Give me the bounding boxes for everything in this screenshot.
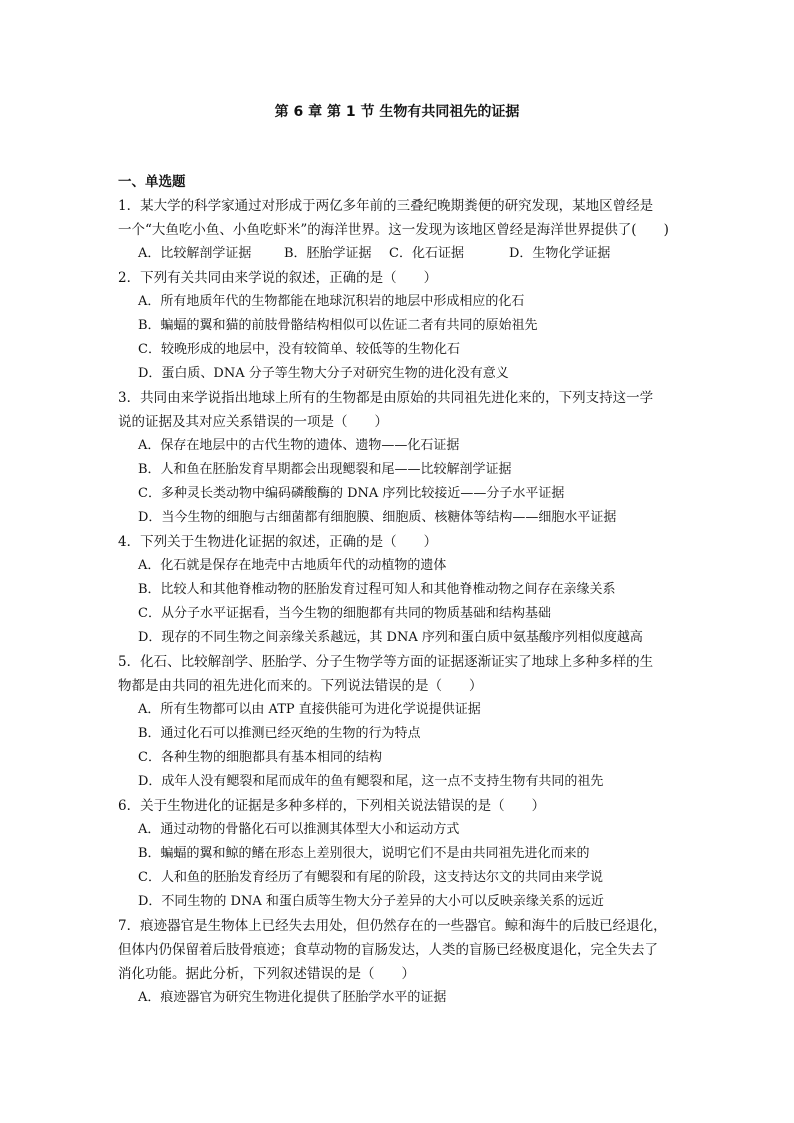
question-stem-line: 7．痕迹器官是生物体上已经失去用处，但仍然存在的一些器官。鲸和海牛的后肢已经退化，: [118, 918, 667, 934]
question-stem-line: 消化功能。据此分析，下列叙述错误的是（ ）: [118, 966, 415, 982]
option-c: C．从分子水平证据看，当今生物的细胞都有共同的物质基础和结构基础: [138, 606, 551, 621]
option-c: C．人和鱼的胚胎发育经历了有鳃裂和有尾的阶段，这支持达尔文的共同由来学说: [138, 870, 603, 885]
option-c: C．各种生物的细胞都具有基本相同的结构: [138, 750, 382, 765]
question-2: [118, 266, 688, 386]
option-d: D．当今生物的细胞与古细菌都有细胞膜、细胞质、核糖体等结构——细胞水平证据: [138, 510, 617, 525]
option-d: D．生物化学证据: [509, 246, 611, 261]
question-1: [118, 194, 688, 266]
option-a: A．所有地质年代的生物都能在地球沉积岩的地层中形成相应的化石: [138, 294, 525, 309]
option-a: A．所有生物都可以由 ATP 直接供能可为进化学说提供证据: [138, 702, 481, 717]
question-7: [118, 914, 688, 1010]
option-b: B．比较人和其他脊椎动物的胚胎发育过程可知人和其他脊椎动物之间存在亲缘关系: [138, 582, 616, 597]
option-a: A．保存在地层中的古代生物的遗体、遗物——化石证据: [138, 438, 460, 453]
option-d: D．蛋白质、DNA 分子等生物大分子对研究生物的进化没有意义: [138, 366, 509, 381]
option-a: A．通过动物的骨骼化石可以推测其体型大小和运动方式: [138, 822, 460, 837]
option-b: B．人和鱼在胚胎发育早期都会出现鳃裂和尾——比较解剖学证据: [138, 462, 512, 477]
question-list: [118, 170, 688, 1010]
document-title: 第 6 章 第 1 节 生物有共同祖先的证据: [274, 104, 520, 120]
question-stem-line: 一个“大鱼吃小鱼、小鱼吃虾米”的海洋世界。这一发现为该地区曾经是海洋世界提供了( ): [118, 222, 669, 238]
question-stem-line: 4．下列关于生物进化证据的叙述，正确的是（ ）: [118, 534, 438, 550]
option-d: D．现存的不同生物之间亲缘关系越远，其 DNA 序列和蛋白质中氨基酸序列相似度越高: [138, 630, 643, 645]
option-a: A．比较解剖学证据: [138, 246, 252, 261]
question-6: [118, 794, 688, 914]
question-stem-line: 说的证据及其对应关系错误的一项是（ ）: [118, 414, 388, 430]
option-b: B．通过化石可以推测已经灭绝的生物的行为特点: [138, 726, 421, 741]
option-d: D．成年人没有鳃裂和尾而成年的鱼有鳃裂和尾，这一点不支持生物有共同的祖先: [138, 774, 604, 789]
question-5: [118, 650, 688, 794]
question-stem-line: 6．关于生物进化的证据是多种多样的，下列相关说法错误的是（ ）: [118, 798, 546, 814]
question-3: [118, 386, 688, 530]
section-heading: 一、单选题: [118, 174, 186, 190]
option-b: B．胚胎学证据: [284, 246, 372, 261]
option-d: D．不同生物的 DNA 和蛋白质等生物大分子差异的大小可以反映亲缘关系的远近: [138, 894, 604, 909]
option-a: A．化石就是保存在地壳中古地质年代的动植物的遗体: [138, 558, 447, 573]
question-4: [118, 530, 688, 650]
option-c: C．较晚形成的地层中，没有较简单、较低等的生物化石: [138, 342, 460, 357]
question-stem-line: 但体内仍保留着后肢骨痕迹；食草动物的盲肠发达，人类的盲肠已经极度退化，完全失去了: [118, 942, 658, 958]
option-row: [118, 242, 688, 266]
question-stem-line: 1．某大学的科学家通过对形成于两亿多年前的三叠纪晚期粪便的研究发现，某地区曾经是: [118, 198, 654, 214]
option-b: B．蝙蝠的翼和猫的前肢骨骼结构相似可以佐证二者有共同的原始祖先: [138, 318, 538, 333]
question-stem-line: 物都是由共同的祖先进化而来的。下列说法错误的是（ ）: [118, 678, 483, 694]
option-c: C．化石证据: [389, 246, 464, 261]
question-stem-line: 2．下列有关共同由来学说的叙述，正确的是（ ）: [118, 270, 438, 286]
question-stem-line: 3．共同由来学说指出地球上所有的生物都是由原始的共同祖先进化来的，下列支持这一学: [118, 390, 654, 406]
option-a: A．痕迹器官为研究生物进化提供了胚胎学水平的证据: [138, 990, 447, 1005]
option-b: B．蝙蝠的翼和鲸的鳍在形态上差别很大，说明它们不是由共同祖先进化而来的: [138, 846, 590, 861]
question-stem-line: 5．化石、比较解剖学、胚胎学、分子生物学等方面的证据逐渐证实了地球上多种多样的生: [118, 654, 654, 670]
option-c: C．多种灵长类动物中编码磷酸酶的 DNA 序列比较接近——分子水平证据: [138, 486, 565, 501]
